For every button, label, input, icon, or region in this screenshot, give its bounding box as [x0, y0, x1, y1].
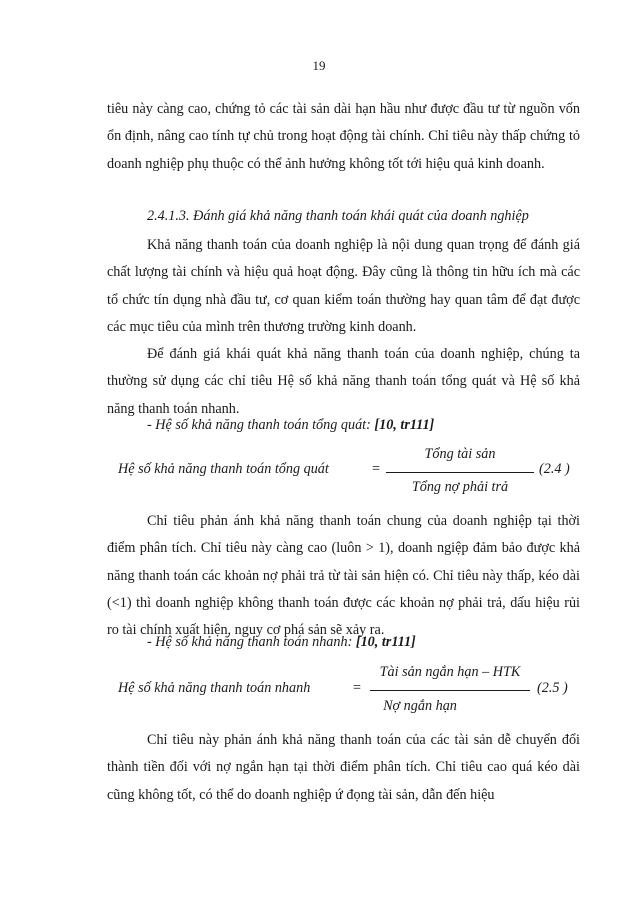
equation-number: (2.5 ) [537, 680, 568, 696]
citation: [10, tr111] [374, 417, 435, 433]
fraction-numerator: Tài sản ngắn hạn – HTK [379, 664, 521, 680]
page-number: 19 [312, 58, 326, 73]
paragraph-intro [107, 232, 580, 341]
equals-sign: = [372, 461, 381, 477]
paragraph-indicators [107, 341, 580, 423]
paragraph-general-ratio [107, 508, 580, 644]
formula-lhs: Hệ số khả năng thanh toán nhanh [118, 680, 311, 696]
formula-lhs: Hệ số khả năng thanh toán tổng quát [118, 461, 329, 477]
formula-heading-label: - Hệ số khả năng thanh toán nhanh: [147, 634, 356, 650]
fraction-bar [370, 690, 530, 691]
fraction-denominator: Tổng nợ phải trả [411, 479, 509, 495]
fraction-bar [386, 472, 534, 473]
paragraph-continuation [107, 96, 580, 178]
formula-heading-label: - Hệ số khả năng thanh toán tổng quát: [147, 417, 375, 433]
paragraph-text: Để đánh giá khái quát khả năng thanh toán của doanh nghiệp, chúng ta thường sử dụng các chỉ tiêu Hệ số khả năng thanh toán tổng quát và Hệ số khả năng thanh toán nhanh. [107, 346, 580, 417]
paragraph-text: Chỉ tiêu này phản ánh khả năng thanh toán của các tài sản dễ chuyển đổi thành tiền đối với nợ ngắn hạn tại thời điểm phân tích. Chỉ tiêu cao quá kéo dài cũng không tốt, có thể do doanh nghiệp ứ đọng tài sản, dẫn đến hiệu [107, 732, 580, 803]
citation: [10, tr111] [355, 634, 416, 650]
equals-sign: = [353, 680, 362, 696]
fraction-numerator: Tổng tài sản [424, 446, 496, 462]
section-heading: 2.4.1.3. Đánh giá khả năng thanh toán khái quát của doanh nghiệp [147, 208, 529, 224]
fraction-denominator: Nợ ngắn hạn [383, 698, 457, 714]
formula-heading-general [147, 417, 434, 434]
paragraph-text: Khả năng thanh toán của doanh nghiệp là nội dung quan trọng để đánh giá chất lượng tài chính và hiệu quả hoạt động. Đây cũng là thông tin hữu ích mà các tổ chức tín dụng nhà đầu tư, cơ quan kiểm toán thường hay quan tâm để đạt được các mục tiêu của mình trên thương trường kinh doanh. [107, 237, 580, 335]
paragraph-text: Chỉ tiêu phản ánh khả năng thanh toán chung của doanh nghiệp tại thời điểm phân tích. Chỉ tiêu này càng cao (luôn > 1), doanh ngiệp đảm bảo được khả năng thanh toán các khoản nợ phải trả từ tài sản hiện có. Chỉ tiêu này thấp, kéo dài (<1) thì doanh nghiệp không thanh toán được các khoản nợ phải trả, dấu hiệu rủi ro tài chính xuất hiện, nguy cơ phá sản sẽ xảy ra. [107, 513, 580, 639]
equation-number: (2.4 ) [539, 461, 570, 477]
paragraph-quick-ratio [107, 727, 580, 809]
paragraph-text: tiêu này càng cao, chứng tỏ các tài sản dài hạn hầu như được đầu tư từ nguồn vốn ổn định, nâng cao tính tự chủ trong hoạt động tài chính. Chỉ tiêu này thấp chứng tỏ doanh nghiệp phụ thuộc có thể ảnh hưởng không tốt tới hiệu quả kinh doanh. [107, 101, 580, 172]
formula-heading-quick [147, 634, 416, 651]
